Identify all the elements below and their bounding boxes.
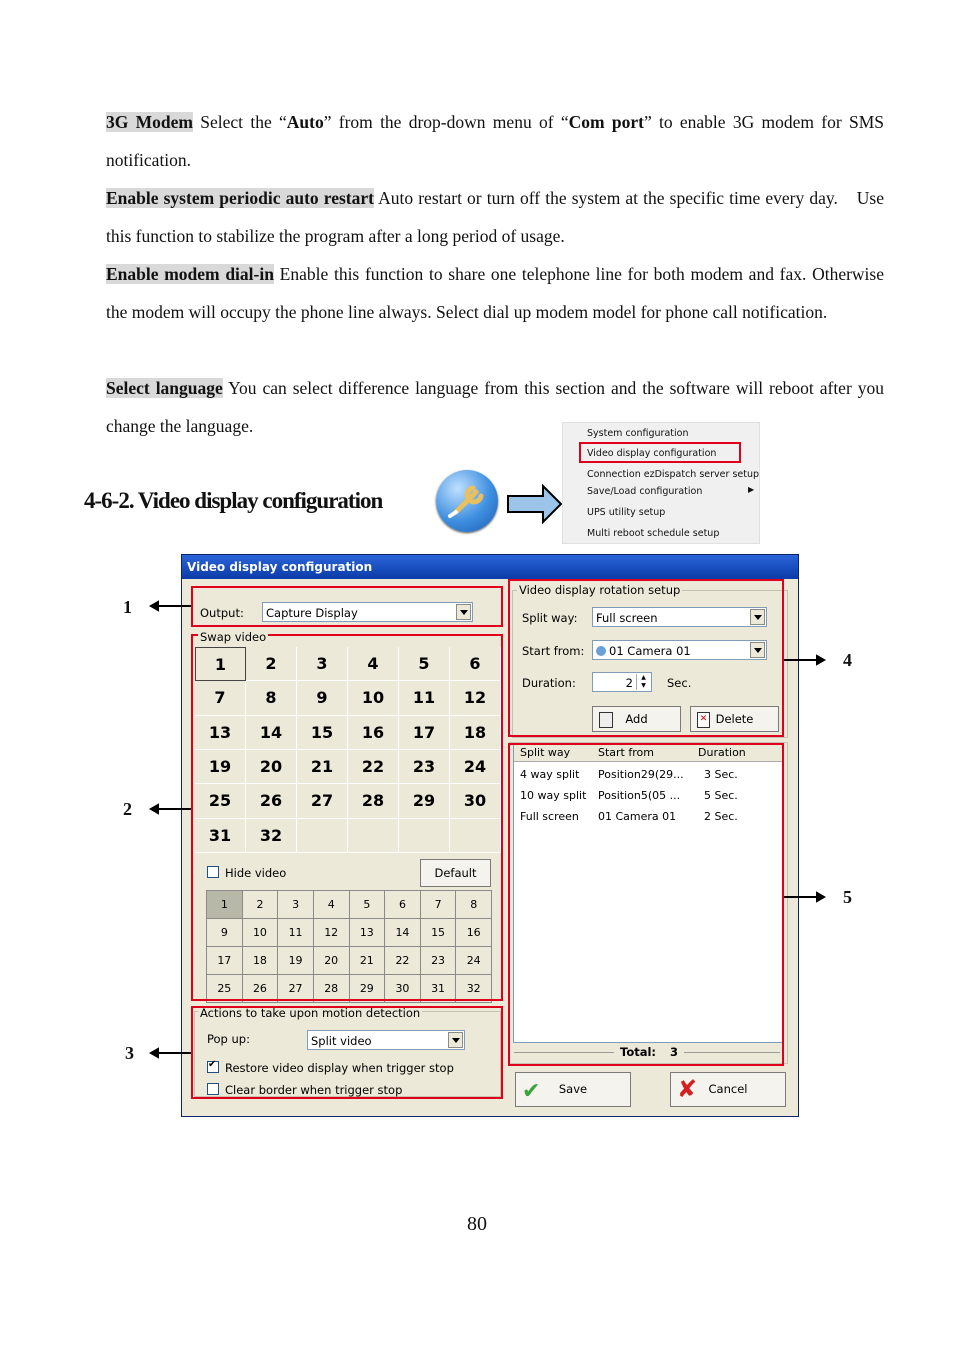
row-start-from: 01 Camera 01 <box>598 810 677 823</box>
small-cell[interactable]: 2 <box>243 891 279 919</box>
swap-cell[interactable]: 20 <box>246 750 297 784</box>
dialog-title: Video display configuration <box>182 555 798 579</box>
stepper-arrows-icon[interactable]: ▲ ▼ <box>636 674 650 690</box>
swap-cell[interactable]: 25 <box>195 784 246 818</box>
menu-highlight-box <box>579 442 741 463</box>
small-cell[interactable]: 27 <box>278 975 314 1003</box>
output-value: Capture Display <box>266 606 358 620</box>
small-cell[interactable]: 26 <box>243 975 279 1003</box>
small-cell[interactable]: 12 <box>314 919 350 947</box>
small-cell[interactable]: 8 <box>456 891 492 919</box>
clear-border-label: Clear border when trigger stop <box>225 1083 403 1097</box>
save-label: Save <box>558 1082 588 1096</box>
p3-text: Enable this function to share one telephone line for both modem and fax. Otherwise the modem will occupy the phone line always. Select dial up modem model for phone call notification. <box>106 264 884 322</box>
p1-pre: Select the “ <box>193 112 287 132</box>
swap-cell[interactable]: 8 <box>246 681 297 715</box>
p1-bold-auto: Auto <box>286 112 324 132</box>
swap-cell[interactable]: 17 <box>399 716 450 750</box>
p2-text: Auto restart or turn off the system at the specific time every day. Use this function to stabilize the program after a long period of usage. <box>106 188 884 246</box>
small-cell[interactable]: 6 <box>385 891 421 919</box>
term-auto-restart: Enable system periodic auto restart <box>106 188 374 208</box>
start-from-value: 01 Camera 01 <box>609 644 691 658</box>
row-split-way: 10 way split <box>520 789 587 802</box>
small-cell[interactable]: 5 <box>350 891 386 919</box>
term-select-language: Select language <box>106 378 223 398</box>
small-cell[interactable]: 32 <box>456 975 492 1003</box>
annotation-box-2 <box>191 634 503 1001</box>
small-cell[interactable]: 1 <box>207 891 243 919</box>
swap-video-label: Swap video <box>200 630 267 644</box>
callout-arrow-2 <box>143 801 193 817</box>
menu-item-ups-utility[interactable]: UPS utility setup <box>587 507 666 518</box>
small-cell[interactable]: 25 <box>207 975 243 1003</box>
output-label: Output: <box>200 606 244 620</box>
small-cell[interactable]: 17 <box>207 947 243 975</box>
section-heading: 4-6-2. Video display configuration <box>84 488 383 513</box>
menu-item-save-load-configuration[interactable]: Save/Load configuration <box>587 486 703 497</box>
swap-cell[interactable]: 11 <box>399 681 450 715</box>
small-cell[interactable]: 28 <box>314 975 350 1003</box>
small-cell[interactable]: 4 <box>314 891 350 919</box>
default-button[interactable]: Default <box>420 859 491 887</box>
small-cell[interactable]: 19 <box>278 947 314 975</box>
menu-item-multi-reboot[interactable]: Multi reboot schedule setup <box>587 528 720 539</box>
delete-label: Delete <box>715 712 754 726</box>
swap-cell[interactable]: 12 <box>450 681 501 715</box>
col-start-from[interactable]: Start from <box>598 746 654 759</box>
submenu-arrow-icon: ▶ <box>748 485 755 494</box>
swap-cell[interactable]: 24 <box>450 750 501 784</box>
split-way-value: Full screen <box>596 611 658 625</box>
swap-cell[interactable]: 32 <box>246 819 297 853</box>
paragraph-auto-restart <box>106 179 884 255</box>
small-cell[interactable]: 23 <box>421 947 457 975</box>
callout-4: 4 <box>843 650 852 670</box>
small-cell[interactable]: 24 <box>456 947 492 975</box>
close-icon: ✘ <box>677 1075 698 1103</box>
duration-label: Duration: <box>522 676 576 690</box>
p1-bold-comport: Com port <box>568 112 644 132</box>
small-cell[interactable]: 30 <box>385 975 421 1003</box>
actions-label: Actions to take upon motion detection <box>200 1006 421 1020</box>
swap-cell[interactable]: 30 <box>450 784 501 818</box>
small-cell[interactable]: 10 <box>243 919 279 947</box>
row-start-from: Position29(29... <box>598 768 684 781</box>
row-split-way: Full screen <box>520 810 579 823</box>
annotation-box-4 <box>508 579 784 737</box>
paragraph-modem-dialin <box>106 255 884 331</box>
hide-video-label: Hide video <box>225 866 287 880</box>
callout-arrow-3 <box>143 1045 193 1061</box>
small-cell[interactable]: 7 <box>421 891 457 919</box>
video-display-dialog <box>181 554 799 1117</box>
swap-cell[interactable]: 28 <box>348 784 399 818</box>
duration-value: 2 <box>625 676 633 690</box>
swap-cell[interactable]: 15 <box>297 716 348 750</box>
p4-text: You can select difference language from this section and the software will reboot after you change the language. <box>106 378 884 436</box>
save-button[interactable] <box>515 1072 631 1107</box>
swap-cell[interactable]: 21 <box>297 750 348 784</box>
cancel-button[interactable] <box>670 1072 786 1107</box>
swap-cell[interactable]: 13 <box>195 716 246 750</box>
callout-1: 1 <box>123 597 132 617</box>
col-duration[interactable]: Duration <box>698 746 746 759</box>
term-modem-dialin: Enable modem dial-in <box>106 264 274 284</box>
sec-label: Sec. <box>667 676 692 690</box>
callout-3: 3 <box>125 1043 134 1063</box>
cancel-label: Cancel <box>708 1082 748 1096</box>
small-cell[interactable]: 3 <box>278 891 314 919</box>
row-start-from: Position5(05 ... <box>598 789 681 802</box>
right-arrow-icon <box>507 484 563 524</box>
annotation-box-1 <box>191 586 503 627</box>
paragraph-select-language <box>106 369 884 445</box>
small-cell[interactable]: 29 <box>350 975 386 1003</box>
add-label: Add <box>625 712 648 726</box>
swap-cell[interactable]: 14 <box>246 716 297 750</box>
swap-cell[interactable]: 7 <box>195 681 246 715</box>
menu-item-system-configuration[interactable]: System configuration <box>587 428 689 439</box>
menu-item-connection-ezdispatch[interactable]: Connection ezDispatch server setup <box>587 469 760 480</box>
tools-icon <box>436 470 498 532</box>
swap-cell[interactable]: 18 <box>450 716 501 750</box>
annotation-box-3 <box>191 1006 503 1099</box>
small-cell[interactable]: 21 <box>350 947 386 975</box>
swap-cell[interactable]: 3 <box>297 647 348 681</box>
popup-label: Pop up: <box>207 1032 250 1046</box>
callout-arrow-1 <box>143 598 193 614</box>
small-cell[interactable]: 11 <box>278 919 314 947</box>
swap-cell[interactable]: 4 <box>348 647 399 681</box>
term-3g-modem: 3G Modem <box>106 112 193 132</box>
split-way-label: Split way: <box>522 611 578 625</box>
swap-cell[interactable]: 6 <box>450 647 501 681</box>
swap-cell[interactable]: 16 <box>348 716 399 750</box>
page-number: 80 <box>467 1213 487 1235</box>
swap-cell[interactable]: 2 <box>246 647 297 681</box>
delete-doc-icon: ✕ <box>697 712 710 728</box>
total-value: 3 <box>670 1045 679 1059</box>
small-cell[interactable]: 18 <box>243 947 279 975</box>
col-split-way[interactable]: Split way <box>520 746 571 759</box>
swap-cell[interactable]: 5 <box>399 647 450 681</box>
small-cell[interactable]: 9 <box>207 919 243 947</box>
popup-value: Split video <box>311 1034 372 1048</box>
start-from-label: Start from: <box>522 644 585 658</box>
rotation-label: Video display rotation setup <box>519 583 681 597</box>
annotation-box-5 <box>508 743 784 1066</box>
swap-cell[interactable]: 10 <box>348 681 399 715</box>
swap-cell[interactable]: 23 <box>399 750 450 784</box>
row-duration: 2 Sec. <box>704 810 738 823</box>
small-cell[interactable]: 13 <box>350 919 386 947</box>
swap-cell[interactable]: 31 <box>195 819 246 853</box>
paragraph-3g-modem <box>106 103 884 179</box>
swap-cell[interactable]: 1 <box>195 647 246 681</box>
swap-cell[interactable]: 19 <box>195 750 246 784</box>
small-cell[interactable]: 31 <box>421 975 457 1003</box>
row-duration: 3 Sec. <box>704 768 738 781</box>
small-cell[interactable]: 20 <box>314 947 350 975</box>
small-cell[interactable]: 15 <box>421 919 457 947</box>
total-label: Total: <box>620 1045 657 1059</box>
swap-cell[interactable]: 26 <box>246 784 297 818</box>
menu-item-video-display-configuration[interactable]: Video display configuration <box>587 448 717 459</box>
check-icon: ✔ <box>522 1079 541 1104</box>
callout-arrow-4 <box>782 652 832 668</box>
p1-mid: ” from the drop-down menu of “ <box>323 112 569 132</box>
swap-cell[interactable]: 9 <box>297 681 348 715</box>
row-duration: 5 Sec. <box>704 789 738 802</box>
swap-cell[interactable]: 29 <box>399 784 450 818</box>
swap-cell[interactable]: 22 <box>348 750 399 784</box>
small-cell[interactable]: 22 <box>385 947 421 975</box>
swap-cell[interactable]: 27 <box>297 784 348 818</box>
callout-5: 5 <box>843 887 852 907</box>
callout-arrow-5 <box>782 889 832 905</box>
callout-2: 2 <box>123 799 132 819</box>
restore-label: Restore video display when trigger stop <box>225 1061 454 1075</box>
small-cell[interactable]: 14 <box>385 919 421 947</box>
context-menu <box>562 422 760 544</box>
row-split-way: 4 way split <box>520 768 580 781</box>
small-cell[interactable]: 16 <box>456 919 492 947</box>
p1-post: ” to enable 3G modem for SMS notification. <box>106 112 884 170</box>
